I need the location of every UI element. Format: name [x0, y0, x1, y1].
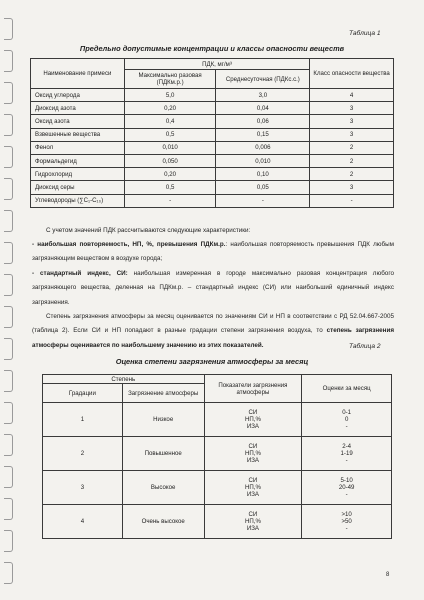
- table-row: [31, 168, 394, 181]
- table2-caption: Таблица 2: [349, 343, 381, 350]
- text-si: наибольшая измеренная в городе максимально разовая концентрация любого загрязняющего вещества, деленная на ПДКм.р. – стандартный индекс (СИ) или наибольший единичный индекс загрязнения.: [32, 270, 394, 306]
- cell-substance: Формальдегид: [31, 154, 125, 167]
- cell-pollution-level: Очень высокое: [122, 505, 204, 539]
- paragraph-intro: С учетом значений ПДК рассчитываются следующие характеристики:: [46, 227, 251, 234]
- score-value: -: [345, 423, 348, 430]
- indicator-name: НП,%: [244, 450, 261, 457]
- table1-title: Предельно допустимые концентрации и классы опасности веществ: [79, 44, 345, 53]
- col-header-pollution: Загрязнение атмосферы: [122, 384, 204, 403]
- cell-scores: [302, 437, 392, 471]
- cell-daily-avg: 0,10: [216, 168, 310, 181]
- cell-gradation: 4: [43, 505, 123, 539]
- cell-substance: Оксид азота: [31, 115, 125, 128]
- table-row: [31, 115, 394, 128]
- cell-class: 3: [310, 128, 394, 141]
- cell-class: 3: [310, 102, 394, 115]
- cell-daily-avg: 0,006: [216, 141, 310, 154]
- score-value: 20-49: [338, 484, 355, 491]
- cell-gradation: 1: [43, 403, 123, 437]
- table-row: [43, 505, 392, 539]
- table-row: [31, 102, 394, 115]
- cell-indicators: [204, 437, 302, 471]
- col-header-indicators: Показатели загрязнения атмосферы: [204, 375, 302, 403]
- cell-substance: Оксид углерода: [31, 89, 125, 102]
- cell-max-single: 0,20: [124, 102, 216, 115]
- cell-daily-avg: 0,04: [216, 102, 310, 115]
- cell-pollution-level: Низкое: [122, 403, 204, 437]
- cell-class: 4: [310, 89, 394, 102]
- cell-class: 3: [310, 115, 394, 128]
- col-header-max-single: Максимально разовая (ПДКм.р.): [124, 70, 216, 89]
- indicator-name: ИЗА: [246, 457, 259, 464]
- score-value: -: [345, 491, 348, 498]
- table-row: [31, 154, 394, 167]
- cell-max-single: 0,4: [124, 115, 216, 128]
- score-value: 5-10: [340, 477, 353, 484]
- indicator-name: НП,%: [244, 484, 261, 491]
- score-value: 1-19: [340, 450, 353, 457]
- paragraph-degree: [32, 310, 394, 353]
- cell-max-single: 0,5: [124, 181, 216, 194]
- indicator-name: НП,%: [244, 518, 261, 525]
- table-pdk: [30, 58, 394, 208]
- cell-daily-avg: 0,06: [216, 115, 310, 128]
- table-row: [43, 471, 392, 505]
- term-np: - наибольшая повторяемость, НП, %, превышения ПДКм.р.: [32, 241, 226, 248]
- indicator-name: ИЗА: [246, 491, 259, 498]
- cell-daily-avg: -: [216, 194, 310, 207]
- cell-substance: Диоксид серы: [31, 181, 125, 194]
- cell-max-single: -: [124, 194, 216, 207]
- cell-indicators: [204, 471, 302, 505]
- col-header-degree: Степень: [43, 375, 205, 384]
- table1-caption: Таблица 1: [349, 30, 381, 37]
- cell-substance: Взвешенные вещества: [31, 128, 125, 141]
- indicator-name: СИ: [248, 409, 258, 416]
- cell-daily-avg: 0,010: [216, 154, 310, 167]
- cell-pollution-level: Высокое: [122, 471, 204, 505]
- indicator-name: ИЗА: [246, 423, 259, 430]
- table-row: [31, 89, 394, 102]
- score-value: -: [345, 457, 348, 464]
- cell-daily-avg: 3,0: [216, 89, 310, 102]
- cell-max-single: 0,010: [124, 141, 216, 154]
- cell-max-single: 0,20: [124, 168, 216, 181]
- score-value: 2-4: [342, 443, 352, 450]
- text-degree-bold: степень загрязнения атмосферы оценивается по наибольшему значению из этих показателей.: [32, 327, 394, 349]
- table2-title: Оценка степени загрязнения атмосферы за месяц: [115, 357, 309, 366]
- page-number: 8: [386, 572, 390, 578]
- indicator-name: СИ: [248, 443, 258, 450]
- term-si: - стандартный индекс, СИ:: [32, 270, 128, 277]
- cell-class: 2: [310, 154, 394, 167]
- cell-max-single: 0,5: [124, 128, 216, 141]
- table-row: [31, 128, 394, 141]
- cell-indicators: [204, 505, 302, 539]
- text-np: : наибольшая повторяемость превышения ПДК любым загрязняющим веществом в воздухе города;: [32, 241, 394, 263]
- cell-max-single: 0,050: [124, 154, 216, 167]
- cell-indicators: [204, 403, 302, 437]
- cell-substance: Фенол: [31, 141, 125, 154]
- cell-class: -: [310, 194, 394, 207]
- cell-class: 2: [310, 141, 394, 154]
- indicator-name: СИ: [248, 477, 258, 484]
- cell-substance: Диоксид азота: [31, 102, 125, 115]
- cell-scores: [302, 471, 392, 505]
- score-value: 0-1: [342, 409, 352, 416]
- cell-daily-avg: 0,05: [216, 181, 310, 194]
- col-header-class: Класс опасности вещества: [310, 59, 394, 89]
- cell-class: 3: [310, 181, 394, 194]
- col-header-pdk: ПДК, мг/м³: [124, 59, 310, 70]
- indicator-name: НП,%: [244, 416, 261, 423]
- cell-substance: Углеводороды (∑C₁-C₁₀): [31, 194, 125, 207]
- indicator-name: СИ: [248, 511, 258, 518]
- table-row: [31, 194, 394, 207]
- cell-gradation: 3: [43, 471, 123, 505]
- table-row: [31, 141, 394, 154]
- cell-substance: Гидрохлорид: [31, 168, 125, 181]
- cell-daily-avg: 0,15: [216, 128, 310, 141]
- cell-max-single: 5,0: [124, 89, 216, 102]
- paragraph-np: [32, 238, 394, 267]
- score-value: 0: [344, 416, 349, 423]
- cell-class: 2: [310, 168, 394, 181]
- table-pollution-degree: [42, 374, 392, 539]
- cell-gradation: 2: [43, 437, 123, 471]
- col-header-name: Наименование примеси: [31, 59, 125, 89]
- col-header-daily-avg: Среднесуточная (ПДКс.с.): [216, 70, 310, 89]
- binder-holes: [0, 0, 26, 600]
- paragraph-si: [32, 267, 394, 310]
- cell-scores: [302, 505, 392, 539]
- score-value: >50: [341, 518, 352, 525]
- col-header-gradation: Градации: [43, 384, 123, 403]
- table-row: [43, 403, 392, 437]
- text-degree: Степень загрязнения атмосферы за месяц оценивается по значениям СИ и НП в соответствии с РД 52.04.667-2005 (таблица 2). Если СИ и НП попадают в разные градации степени загрязнения воздуха, то: [32, 313, 394, 335]
- cell-pollution-level: Повышенное: [122, 437, 204, 471]
- col-header-scores: Оценки за месяц: [302, 375, 392, 403]
- score-value: -: [345, 525, 348, 532]
- score-value: >10: [341, 511, 352, 518]
- indicator-name: ИЗА: [246, 525, 259, 532]
- cell-scores: [302, 403, 392, 437]
- table-row: [31, 181, 394, 194]
- table-row: [43, 437, 392, 471]
